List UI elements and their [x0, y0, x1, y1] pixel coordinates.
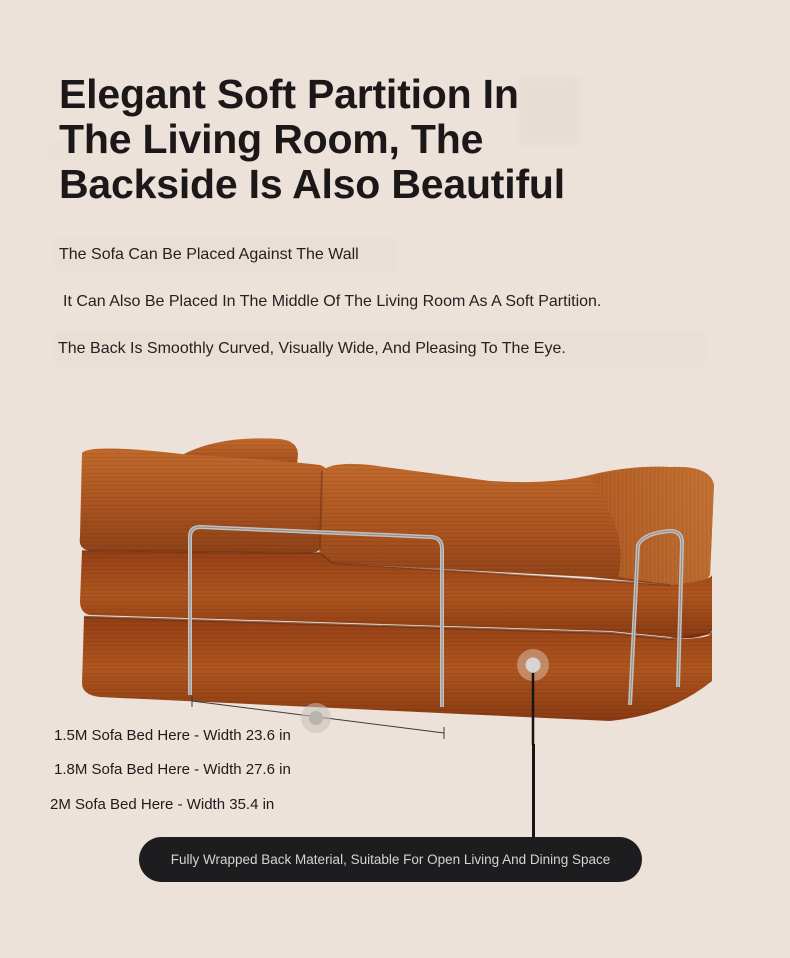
callout-marker-dot: [526, 658, 541, 673]
title-line-1: Elegant Soft Partition In: [59, 71, 519, 117]
callout-pill: [139, 837, 642, 882]
callout-leader-line-lower: [532, 744, 535, 838]
size-option-1-8m: 1.8M Sofa Bed Here - Width 27.6 in: [54, 761, 291, 778]
description-partition: It Can Also Be Placed In The Middle Of The Living Room As A Soft Partition.: [63, 293, 602, 310]
page-title: [59, 72, 619, 207]
description-wall: The Sofa Can Be Placed Against The Wall: [59, 246, 359, 263]
sofa-image: [70, 425, 730, 745]
description-back-curve: The Back Is Smoothly Curved, Visually Wide, And Pleasing To The Eye.: [58, 340, 566, 357]
callout-label: Fully Wrapped Back Material, Suitable For Open Living And Dining Space: [170, 852, 611, 867]
size-option-1-5m: 1.5M Sofa Bed Here - Width 23.6 in: [54, 727, 291, 744]
title-line-3: Backside Is Also Beautiful: [59, 161, 565, 207]
size-option-2m: 2M Sofa Bed Here - Width 35.4 in: [50, 796, 275, 813]
title-line-2: The Living Room, The: [59, 116, 484, 162]
measure-marker-dot: [309, 711, 323, 725]
